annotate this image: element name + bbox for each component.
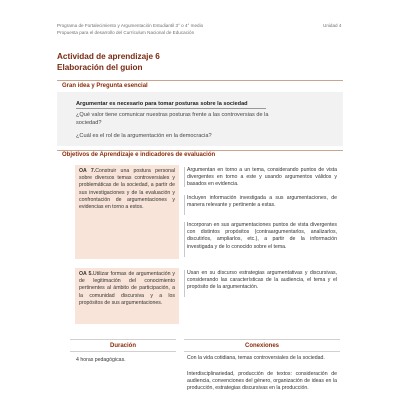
connections-heading: Conexiones [184,339,340,352]
essential-question-1-line-2: sociedad? [76,120,102,126]
program-header [57,23,287,36]
connection-interdisciplinary-label: Interdisciplinariedad, [187,371,235,377]
program-line-2: Propuesta para el desarrollo del Currículum Nacional de Educación [57,29,195,35]
essential-question-2: ¿Cuál es el rol de la argumentación en la democracia? [76,133,212,139]
activity-title-line-1: Actividad de aprendizaje 6 [57,52,160,61]
connection-daily-life: Con la vida cotidiana, temas controversiales de la sociedad. [187,355,325,361]
oa5-description: Utilizar formas de argumentación y de legitimación del conocimiento pertinentes al ámbito de participación, a la comunidad discursiva y a los propósitos de sus argumentaciones. [79,271,175,306]
indicator-marker [184,222,185,257]
unit-label: Unidad 4 [323,23,342,28]
oa7-text [79,168,175,211]
oa7-indicator-1: Argumentan en torno a un tema, considerando puntos de vista divergentes en torno a este y usando argumentos válidos y basados en evidencia. [187,167,337,188]
oa7-description: Construir una postura personal sobre diversos temas controversiales y problemáticas de la sociedad, a partir de sus investigaciones y de la evaluación y confrontación de argumentaciones y evidencias en torno a estos. [79,168,175,211]
big-idea-statement: Argumentar es necesario para tomar posturas sobre la sociedad [76,101,248,107]
section-divider [57,80,343,81]
section-divider [57,150,343,151]
program-line-1: Programa de Fortalecimiento y Argumentación Estudiantil 3° o 4° medio [57,23,204,28]
activity-title-line-2: Elaboración del guion [57,63,143,72]
oa5-code: OA 5. [79,271,93,277]
oa7-code: OA 7. [79,168,96,174]
indicator-marker [184,167,185,187]
essential-question-1-line-1: ¿Qué valor tiene comunicar nuestras posturas frente a las controversias de la [76,112,269,118]
duration-value: 4 horas pedagógicas. [76,357,126,363]
statement-underline [76,108,266,109]
indicator-marker [184,270,185,297]
connection-interdisciplinary-text: producción de textos: consideración de audiencia, convenciones del género, organización de ideas en la producción, estrategias discursivas en la producción. [187,371,337,392]
connection-interdisciplinary [187,371,337,393]
activity-title [57,51,160,73]
oa7-indicator-2: Incluyen información investigada a sus argumentaciones, de manera relevante y pertinente a estas. [187,195,337,209]
indicator-marker [184,195,185,215]
duration-heading: Duración [70,339,176,352]
big-idea-heading: Gran idea y Pregunta esencial [62,83,148,89]
oa5-indicator-1: Usan en su discurso estrategias argumentativas y discursivas, considerando las características de la audiencia, el tema y el propósito de la argumentación. [187,270,337,291]
oa7-indicator-3: Incorporan en sus argumentaciones puntos de vista divergentes con distintos propósitos (contraargumentarlos, analizarlos, discutirlos, ampliarlos, etc.), a partir de la información investigada y de lo conocido sobre el tema. [187,222,337,250]
objectives-heading: Objetivos de Aprendizaje e indicadores de evaluación [62,152,216,158]
oa5-text [79,271,175,307]
